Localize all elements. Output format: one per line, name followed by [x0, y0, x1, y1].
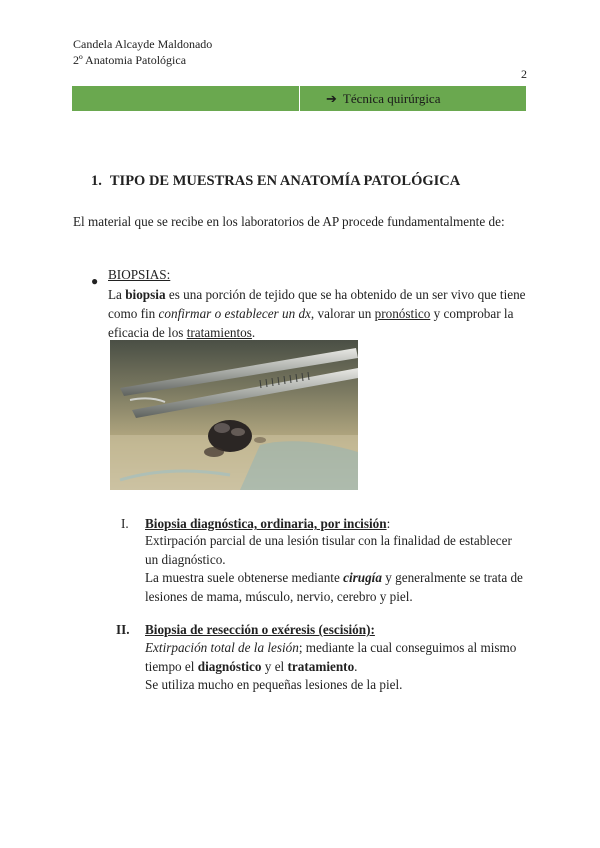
pronostico-text: pronóstico [374, 306, 431, 321]
item-title-1-wrapper [145, 516, 390, 532]
section-title: TIPO DE MUESTRAS EN ANATOMÍA PATOLÓGICA [109, 173, 461, 189]
biopsy-definition [108, 285, 528, 342]
banner-left-cell [72, 86, 300, 111]
item-numeral-1: I. [121, 516, 129, 531]
text: La [108, 287, 126, 302]
banner-label: Técnica quirúrgica [342, 90, 441, 106]
diagnostico-text: diagnóstico [197, 658, 262, 674]
italic-text: confirmar o establecer un dx [158, 306, 311, 321]
item-title-2: Biopsia de resección o exéresis (escisión): [145, 622, 375, 637]
cirugia-text: cirugía [343, 570, 382, 585]
bullet-icon: ● [91, 274, 99, 288]
item-numeral-2: II. [116, 622, 130, 637]
biopsy-photo [110, 340, 358, 490]
item-title-1-suffix: : [386, 516, 391, 531]
text: es una porción de tejido que se ha obtenido de un ser vivo que tiene como fin [108, 287, 526, 321]
text: La muestra suele obtenerse mediante [145, 570, 344, 585]
term-biopsia: biopsia [125, 287, 166, 302]
item-1-line-2 [145, 569, 525, 606]
text: y el [261, 658, 288, 674]
page-number: 2 [521, 67, 527, 81]
section-heading [91, 173, 460, 190]
text: y generalmente se trata de lesiones de mama, músculo, nervio, cerebro y piel. [145, 570, 523, 604]
text: ; mediante la cual conseguimos al mismo tiempo el [145, 640, 517, 674]
topic-banner [72, 86, 526, 111]
course-name: 2º Anatomia Patológica [73, 53, 187, 67]
bullet-title: BIOPSIAS: [108, 267, 171, 282]
intro-paragraph: El material que se recibe en los laboratorios de AP procede fundamentalmente de: [73, 214, 505, 229]
tratamientos-text: tratamientos [186, 325, 252, 340]
text: , valorar un [310, 306, 375, 321]
item-body-2 [145, 639, 525, 695]
banner-right-cell [300, 86, 526, 111]
text: . [251, 325, 256, 340]
section-number: 1. [91, 173, 102, 189]
item-body-1 [145, 532, 525, 606]
italic-text: Extirpación total de la lesión [145, 640, 299, 655]
item-1-line-1: Extirpación parcial de una lesión tisular con la finalidad de establecer un diagnóstico. [145, 533, 512, 567]
item-2-line-2: Se utiliza mucho en pequeñas lesiones de la piel. [145, 677, 403, 692]
item-2-line-1 [145, 639, 525, 676]
arrow-right-icon: ➔ [326, 90, 337, 106]
text: . [354, 658, 358, 674]
tratamiento-text: tratamiento [287, 658, 355, 674]
item-title-1: Biopsia diagnóstica, ordinaria, por incisión [145, 516, 387, 531]
text: y comprobar la eficacia de los [108, 306, 514, 340]
author-name: Candela Alcayde Maldonado [73, 37, 213, 51]
